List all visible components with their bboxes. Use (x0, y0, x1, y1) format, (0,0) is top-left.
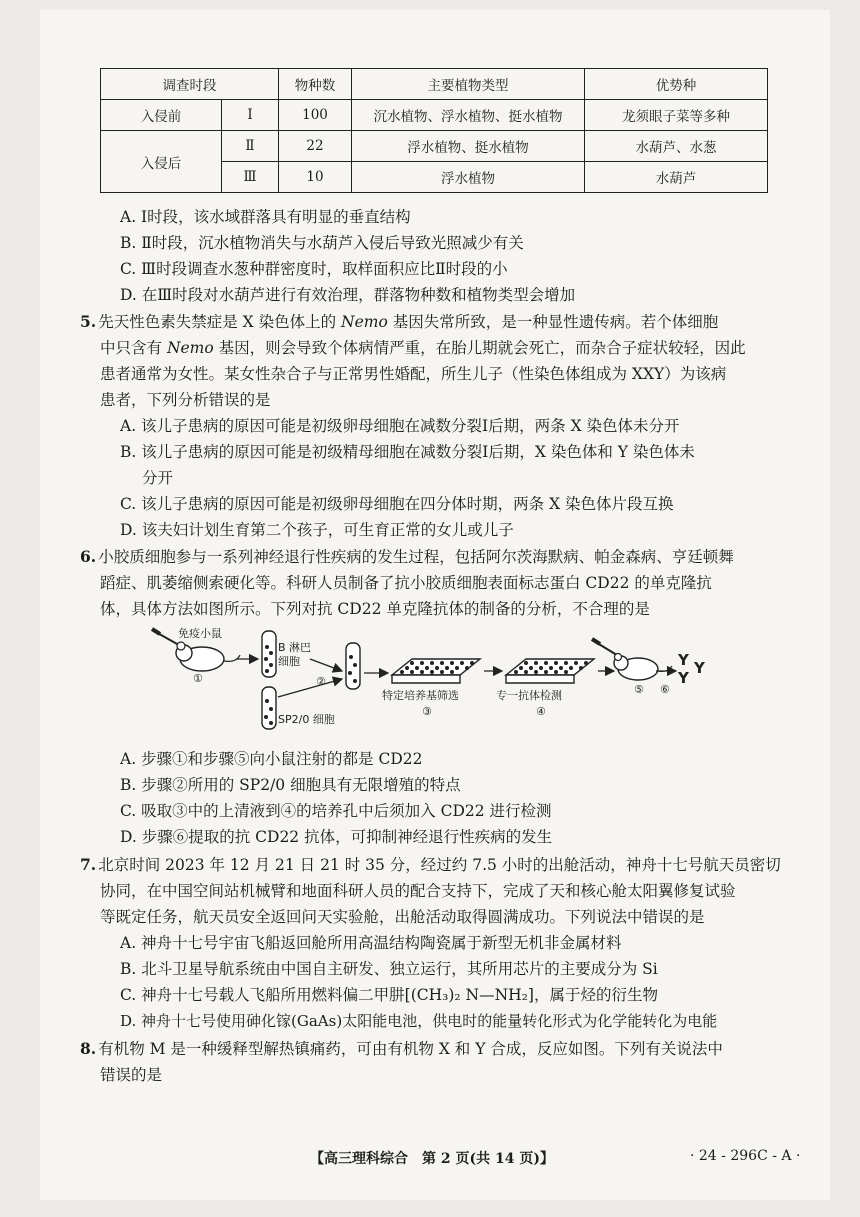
cell-types: 浮水植物 (352, 162, 585, 193)
q5-option-c: C. 该儿子患病的原因可能是初级卵母细胞在四分体时期，两条 X 染色体片段互换 (120, 495, 674, 513)
q7-stem-line2: 协同，在中国空间站机械臂和地面科研人员的配合支持下，完成了天和核心舱太阳翼修复试验 (100, 882, 736, 900)
q6-option-d: D. 步骤⑥提取的抗 CD22 抗体，可抑制神经退行性疾病的发生 (120, 828, 553, 846)
exam-code: · 24 - 296C - A · (690, 1148, 801, 1164)
q6-option-c: C. 吸取③中的上清液到④的培养孔中后须加入 CD22 进行检测 (120, 802, 552, 820)
q7-option-b: B. 北斗卫星导航系统由中国自主研发、独立运行，其所用芯片的主要成分为 Si (120, 960, 658, 978)
antibody-icon: Y (678, 651, 689, 669)
cell-count: 100 (279, 100, 352, 131)
mouse-icon (592, 639, 672, 680)
cell-count: 22 (279, 131, 352, 162)
arrow (278, 679, 342, 697)
q8-stem-line2: 错误的是 (100, 1066, 163, 1084)
label-antibody-test: 专一抗体检测 (496, 689, 562, 702)
q5-option-d: D. 该夫妇计划生育第二个孩子，可生育正常的女儿或儿子 (120, 521, 514, 539)
q6-option-a: A. 步骤①和步骤⑤向小鼠注射的都是 CD22 (120, 750, 423, 768)
header-count: 物种数 (279, 69, 352, 100)
q6-stem-line1: 6. 小胶质细胞参与一系列神经退行性疾病的发生过程，包括阿尔茨海默病、帕金森病、亨廷顿舞 (80, 547, 734, 566)
step-4-label: ④ (536, 705, 546, 718)
cell-count: 10 (279, 162, 352, 193)
step-2-label: ② (316, 675, 326, 688)
gene-name: Nemo (166, 339, 214, 357)
antibody-icon: Y (694, 659, 705, 677)
q5-option-b: B. 该儿子患病的原因可能是初级精母细胞在减数分裂Ⅰ后期，X 染色体和 Y 染色体未 (120, 443, 695, 461)
cell-stage: Ⅰ (222, 100, 279, 131)
antibody-procedure-diagram (150, 625, 710, 735)
page-footer: 【高三理科综合 第 2 页(共 14 页)】 (310, 1151, 554, 1167)
q5-stem-line1: 5. 先天性色素失禁症是 X 染色体上的 Nemo 基因失常所致，是一种显性遗传病。若个体细胞 (80, 312, 719, 331)
q6-stem-line2: 蹈症、肌萎缩侧索硬化等。科研人员制备了抗小胶质细胞表面标志蛋白 CD22 的单克隆抗 (100, 574, 712, 592)
test-tube-icon (262, 631, 276, 677)
label-selection: 特定培养基筛选 (382, 689, 459, 702)
cell-types: 浮水植物、挺水植物 (352, 131, 585, 162)
q7-option-d: D. 神舟十七号使用砷化镓(GaAs)太阳能电池，供电时的能量转化形式为化学能转化为电能 (120, 1012, 718, 1030)
culture-plate-icon (506, 659, 594, 683)
cell-dominant: 水葫芦 (585, 162, 768, 193)
question-number: 8. (80, 1039, 97, 1058)
q4-option-c: C. Ⅲ时段调查水葱种群密度时，取样面积应比Ⅱ时段的小 (120, 260, 508, 278)
cell-dominant: 水葫芦、水葱 (585, 131, 768, 162)
label-sp20-cell: SP2/0 细胞 (278, 713, 335, 726)
question-number: 6. (80, 547, 97, 566)
cell-dominant: 龙须眼子菜等多种 (585, 100, 768, 131)
test-tube-icon (262, 687, 276, 729)
q7-stem-line1: 7. 北京时间 2023 年 12 月 21 日 21 时 35 分，经过约 7.5 小时的出舱活动，神舟十七号航天员密切 (80, 855, 781, 874)
question-number: 5. (80, 312, 97, 331)
q6-stem-line3: 体，具体方法如图所示。下列对抗 CD22 单克隆抗体的制备的分析，不合理的是 (100, 600, 650, 618)
label-b-cell: B 淋巴 (278, 641, 312, 654)
step-1-label: ① (193, 672, 203, 685)
step-6-label: ⑥ (660, 683, 670, 696)
label-immune-mouse: 免疫小鼠 (178, 627, 222, 640)
header-types: 主要植物类型 (352, 69, 585, 100)
q6-option-b: B. 步骤②所用的 SP2/0 细胞具有无限增殖的特点 (120, 776, 461, 794)
table-row (101, 100, 768, 131)
step-5-label: ⑤ (634, 683, 644, 696)
cell-stage: Ⅲ (222, 162, 279, 193)
q5-stem-line4: 患者，下列分析错误的是 (100, 391, 271, 409)
q5-stem-line2: 中只含有 Nemo 基因，则会导致个体病情严重，在胎儿期就会死亡，而杂合子症状较轻，因此 (100, 339, 746, 357)
cell-types: 沉水植物、浮水植物、挺水植物 (352, 100, 585, 131)
test-tube-icon (346, 643, 360, 689)
step-3-label: ③ (422, 705, 432, 718)
header-period: 调查时段 (101, 69, 279, 100)
q7-stem-line3: 等既定任务，航天员安全返回问天实验舱，出舱活动取得圆满成功。下列说法中错误的是 (100, 908, 705, 926)
label-b-cell-2: 细胞 (278, 655, 300, 668)
antibody-icon: Y (678, 669, 689, 687)
q7-option-c: C. 神舟十七号载人飞船所用燃料偏二甲肼[(CH₃)₂ N—NH₂]，属于烃的衍生物 (120, 986, 658, 1004)
q7-option-a: A. 神舟十七号宇宙飞船返回舱所用高温结构陶瓷属于新型无机非金属材料 (120, 934, 622, 952)
q4-option-d: D. 在Ⅲ时段对水葫芦进行有效治理，群落物种数和植物类型会增加 (120, 286, 576, 304)
arrow (310, 659, 342, 671)
q5-option-a: A. 该儿子患病的原因可能是初级卵母细胞在减数分裂Ⅰ后期，两条 X 染色体未分开 (120, 417, 680, 435)
culture-plate-icon (392, 659, 480, 683)
table-header-row (101, 69, 768, 100)
question-number: 7. (80, 855, 97, 874)
header-dominant: 优势种 (585, 69, 768, 100)
q5-option-b-cont: 分开 (142, 469, 174, 487)
q4-option-a: A. Ⅰ时段，该水域群落具有明显的垂直结构 (120, 208, 411, 226)
cell-stage: Ⅱ (222, 131, 279, 162)
cell-period: 入侵后 (101, 131, 222, 193)
cell-period: 入侵前 (101, 100, 222, 131)
q5-stem-line3: 患者通常为女性。某女性杂合子与正常男性婚配，所生儿子（性染色体组成为 XXY）为该病 (100, 365, 727, 383)
survey-table (100, 68, 768, 193)
q8-stem-line1: 8. 有机物 M 是一种缓释型解热镇痛药，可由有机物 X 和 Y 合成，反应如图。下列有关说法中 (80, 1039, 723, 1058)
q4-option-b: B. Ⅱ时段，沉水植物消失与水葫芦入侵后导致光照减少有关 (120, 234, 524, 252)
table-row (101, 131, 768, 162)
gene-name: Nemo (341, 313, 388, 331)
